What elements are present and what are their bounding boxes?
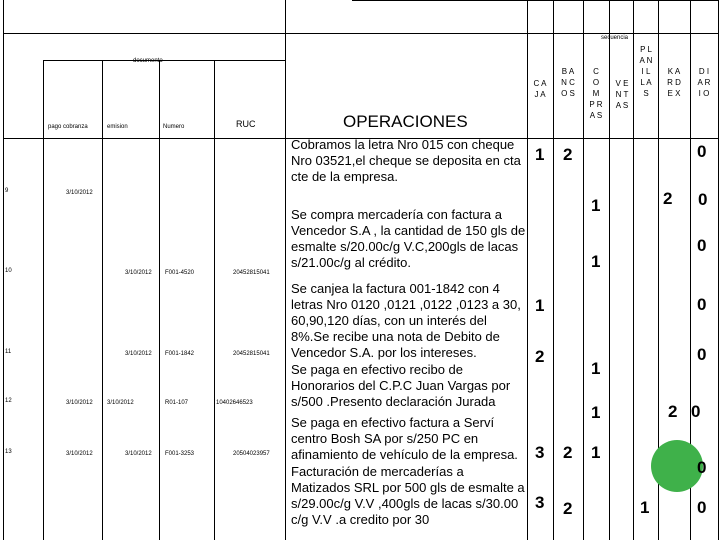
bancos-mark: 2 [563, 145, 573, 164]
planillas-header: P L A N I L L A S [639, 45, 653, 98]
col-divider [609, 0, 610, 540]
row-ruc: 20452815041 [233, 270, 270, 276]
col-divider [43, 60, 44, 540]
row-ruc: 10402646523 [216, 400, 253, 406]
caja-header: C A J A [533, 79, 547, 99]
row-ruc: 20452815041 [233, 351, 270, 357]
col-divider [527, 0, 528, 540]
operation-text: Se paga en efectivo recibo de Honorarios del C.P.C Juan Vargas por s/500 .Presento declaración Jurada [291, 362, 511, 409]
col-divider [553, 0, 554, 540]
bancos-mark: 2 [563, 499, 573, 518]
diario-mark: 0 [697, 236, 707, 255]
planillas-mark: 1 [640, 498, 650, 517]
diario-mark: 0 [697, 295, 707, 314]
pago-cobranza-label: pago cobranza [48, 124, 88, 130]
bancos-mark: 2 [563, 443, 573, 462]
operation-text: Se canjea la factura 001-1842 con 4 letras Nro 0120 ,0121 ,0122 ,0123 a 30, 60,90,120 días, con un interés del 8%.Se recibe una nota de Debito de Vencedor S.A. por los intereses. [291, 281, 521, 360]
row-pago: 3/10/2012 [66, 451, 93, 457]
compras-header: C O M P R A S [589, 67, 603, 120]
kardex-header: K A R D E X [667, 67, 681, 98]
compras-mark: 1 [591, 443, 601, 462]
kardex-mark: 2 [663, 189, 673, 208]
ventas-header: V E N T A S [615, 79, 629, 110]
ruc-label: RUC [236, 119, 256, 129]
col-divider [102, 60, 103, 540]
table-border-left [3, 0, 4, 540]
row-ruc: 20504023957 [233, 451, 270, 457]
row-fecha: 3/10/2012 [125, 451, 152, 457]
header-divider [3, 33, 719, 34]
diario-mark: 0 [697, 142, 707, 161]
row-seq: 9 [5, 188, 9, 194]
caja-mark: 1 [535, 296, 545, 315]
row-numero: F001-4520 [165, 270, 195, 276]
compras-mark: 1 [591, 403, 601, 422]
col-divider [159, 60, 160, 540]
row-seq: 12 [5, 398, 12, 404]
diario-mark: 0 [691, 402, 701, 421]
caja-mark: 1 [535, 145, 545, 164]
header-divider [43, 60, 285, 61]
operation-text: Se paga en efectivo factura a Serví centro Bosh SA por s/250 PC en afinamiento de vehículo de la empresa. [291, 415, 518, 462]
operation-text: Facturación de mercaderías a Matizados SRL por 500 gls de esmalte a s/29.00c/g V.V ,400gls de lacas s/30.00 c/g V.V .a credito por 30 [291, 464, 525, 527]
operaciones-title: OPERACIONES [343, 112, 468, 131]
compras-mark: 1 [591, 359, 601, 378]
row-numero: R01-107 [165, 400, 189, 406]
row-pago: 3/10/2012 [66, 190, 93, 196]
bancos-header: B A N C O S [561, 67, 575, 98]
row-seq: 11 [5, 349, 12, 355]
col-divider [583, 0, 584, 540]
operation-text: Se compra mercadería con factura a Vencedor S.A , la cantidad de 150 gls de esmalte s/20.00c/g V.C,200gls de lacas s/21.00c/g al crédito. [291, 207, 526, 270]
top-border [352, 0, 719, 1]
compras-mark: 1 [591, 252, 601, 271]
col-divider [285, 0, 286, 540]
row-fecha: 3/10/2012 [125, 270, 152, 276]
caja-mark: 3 [535, 493, 545, 512]
row-numero: F001-3253 [165, 451, 195, 457]
table-border-right [718, 0, 719, 540]
numero-label: Numero [163, 124, 185, 130]
col-divider [214, 60, 215, 540]
row-seq: 13 [5, 449, 12, 455]
kardex-mark: 2 [668, 402, 678, 421]
compras-mark: 1 [591, 196, 601, 215]
diario-header: D I A R I O [697, 67, 711, 98]
diario-mark: 0 [697, 458, 707, 477]
caja-mark: 2 [535, 347, 545, 366]
secuencia-label: secuencia [601, 35, 629, 41]
col-divider [633, 0, 634, 540]
diario-mark: 0 [697, 345, 707, 364]
fecha-label: emision [107, 124, 128, 130]
documento-label: documento [133, 58, 163, 64]
row-fecha: 3/10/2012 [125, 351, 152, 357]
row-fecha: 3/10/2012 [107, 400, 134, 406]
operation-text: Cobramos la letra Nro 015 con cheque Nro 03521,el cheque se deposita en cta cte de la empresa. [291, 137, 521, 184]
row-numero: F001-1842 [165, 351, 195, 357]
diario-mark: 0 [698, 190, 708, 209]
journal-sheet [3, 0, 719, 540]
diario-mark: 0 [697, 498, 707, 517]
row-pago: 3/10/2012 [66, 400, 93, 406]
caja-mark: 3 [535, 443, 545, 462]
row-seq: 10 [5, 268, 12, 274]
highlight-circle [651, 440, 703, 492]
